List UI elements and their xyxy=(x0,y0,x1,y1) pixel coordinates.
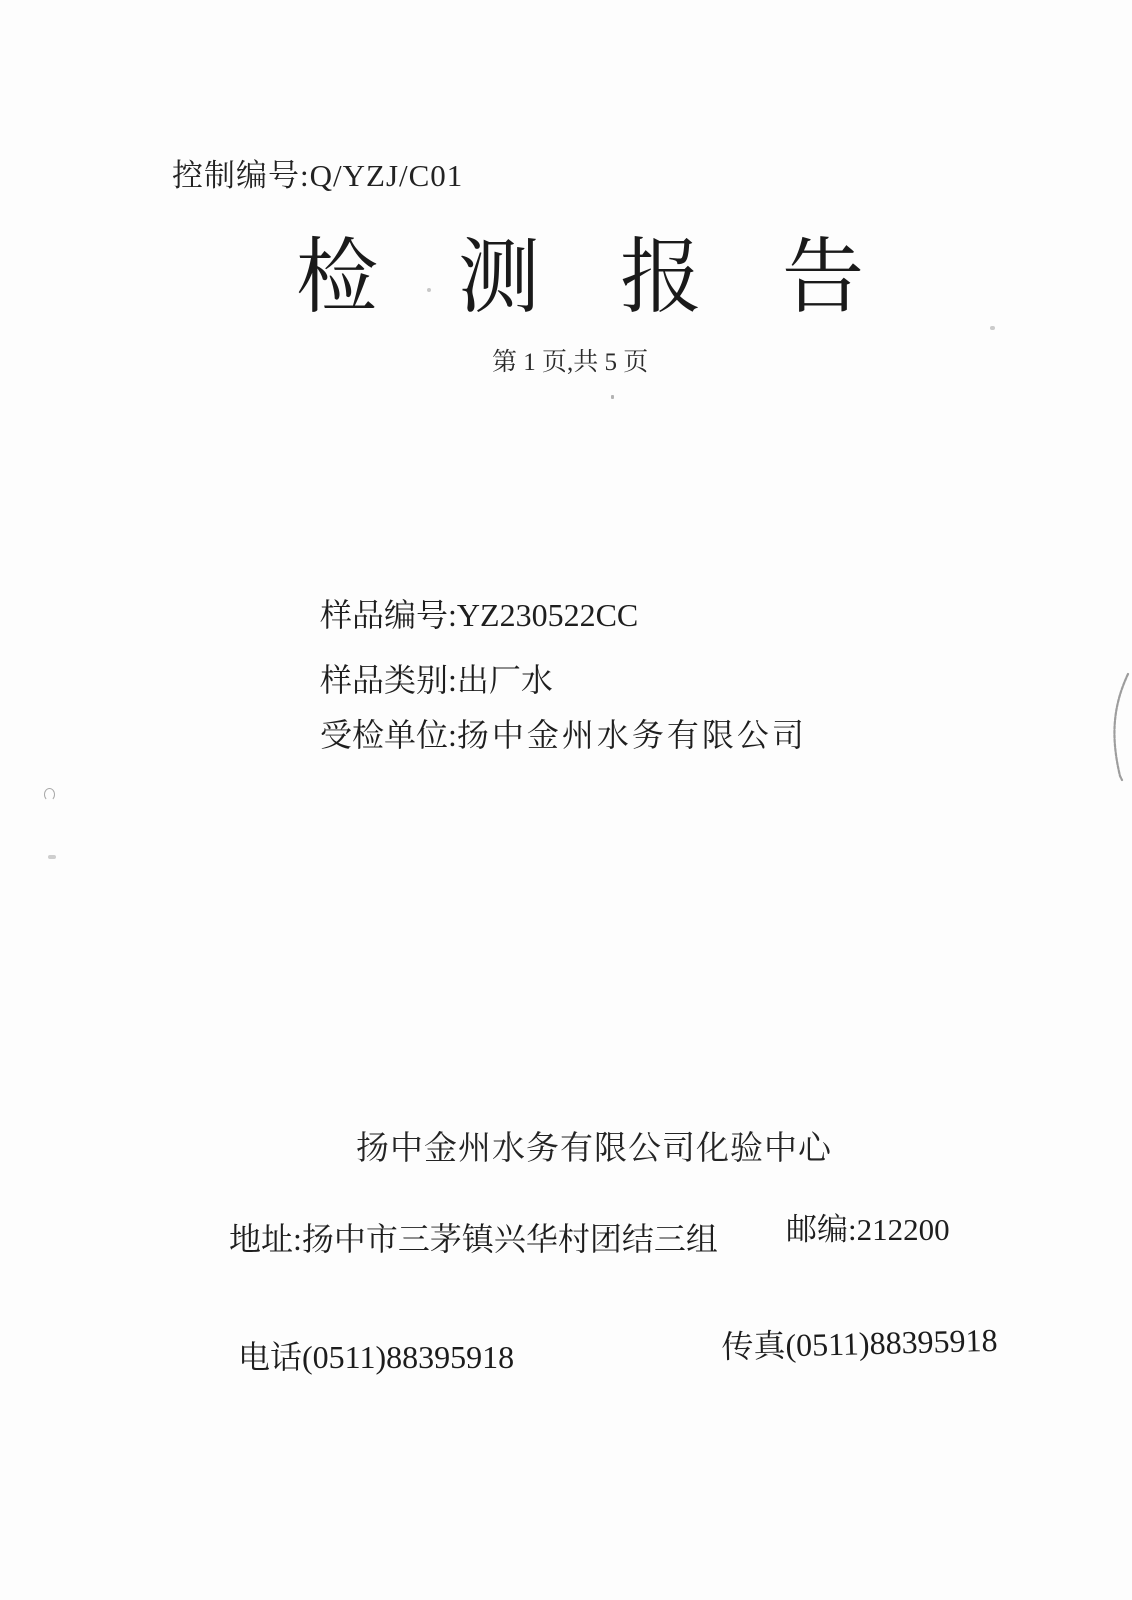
sample-category-label: 样品类别: xyxy=(320,662,457,698)
report-title: 检测报告 xyxy=(296,232,945,323)
sample-number-label: 样品编号: xyxy=(320,597,457,633)
fax-value: (0511)88395918 xyxy=(784,1321,998,1364)
control-number-label: 控制编号: xyxy=(172,158,310,193)
inspected-unit-label: 受检单位: xyxy=(320,717,457,753)
sample-number-line xyxy=(320,590,638,636)
postal-code-line xyxy=(786,1204,950,1249)
postal-value: 212200 xyxy=(856,1212,950,1247)
inspected-unit-value: 扬中金州水务有限公司 xyxy=(456,717,807,753)
fax-line xyxy=(721,1315,998,1368)
page-indicator: 第 1 页,共 5 页 xyxy=(492,349,649,376)
control-number-value: Q/YZJ/C01 xyxy=(309,158,464,193)
address-label: 地址: xyxy=(229,1221,302,1257)
control-number xyxy=(172,150,463,195)
phone-label: 电话 xyxy=(238,1339,303,1375)
sample-category-value: 出厂水 xyxy=(456,662,553,698)
scan-speck xyxy=(990,326,995,330)
scan-speck xyxy=(611,395,614,399)
address-value: 扬中市三茅镇兴华村团结三组 xyxy=(301,1221,718,1257)
sample-number-value: YZ230522CC xyxy=(456,597,639,633)
phone-line xyxy=(238,1332,514,1378)
address-line xyxy=(229,1214,718,1260)
scan-artifact-curve xyxy=(1106,672,1132,784)
scan-speck xyxy=(48,855,56,859)
postal-label: 邮编: xyxy=(786,1212,857,1247)
scan-speck xyxy=(44,788,55,801)
sample-category-line xyxy=(320,655,553,701)
lab-name: 扬中金州水务有限公司化验中心 xyxy=(356,1131,832,1167)
fax-label: 传真 xyxy=(720,1327,786,1366)
phone-value: (0511)88395918 xyxy=(302,1339,515,1375)
inspected-unit-line xyxy=(320,710,807,756)
